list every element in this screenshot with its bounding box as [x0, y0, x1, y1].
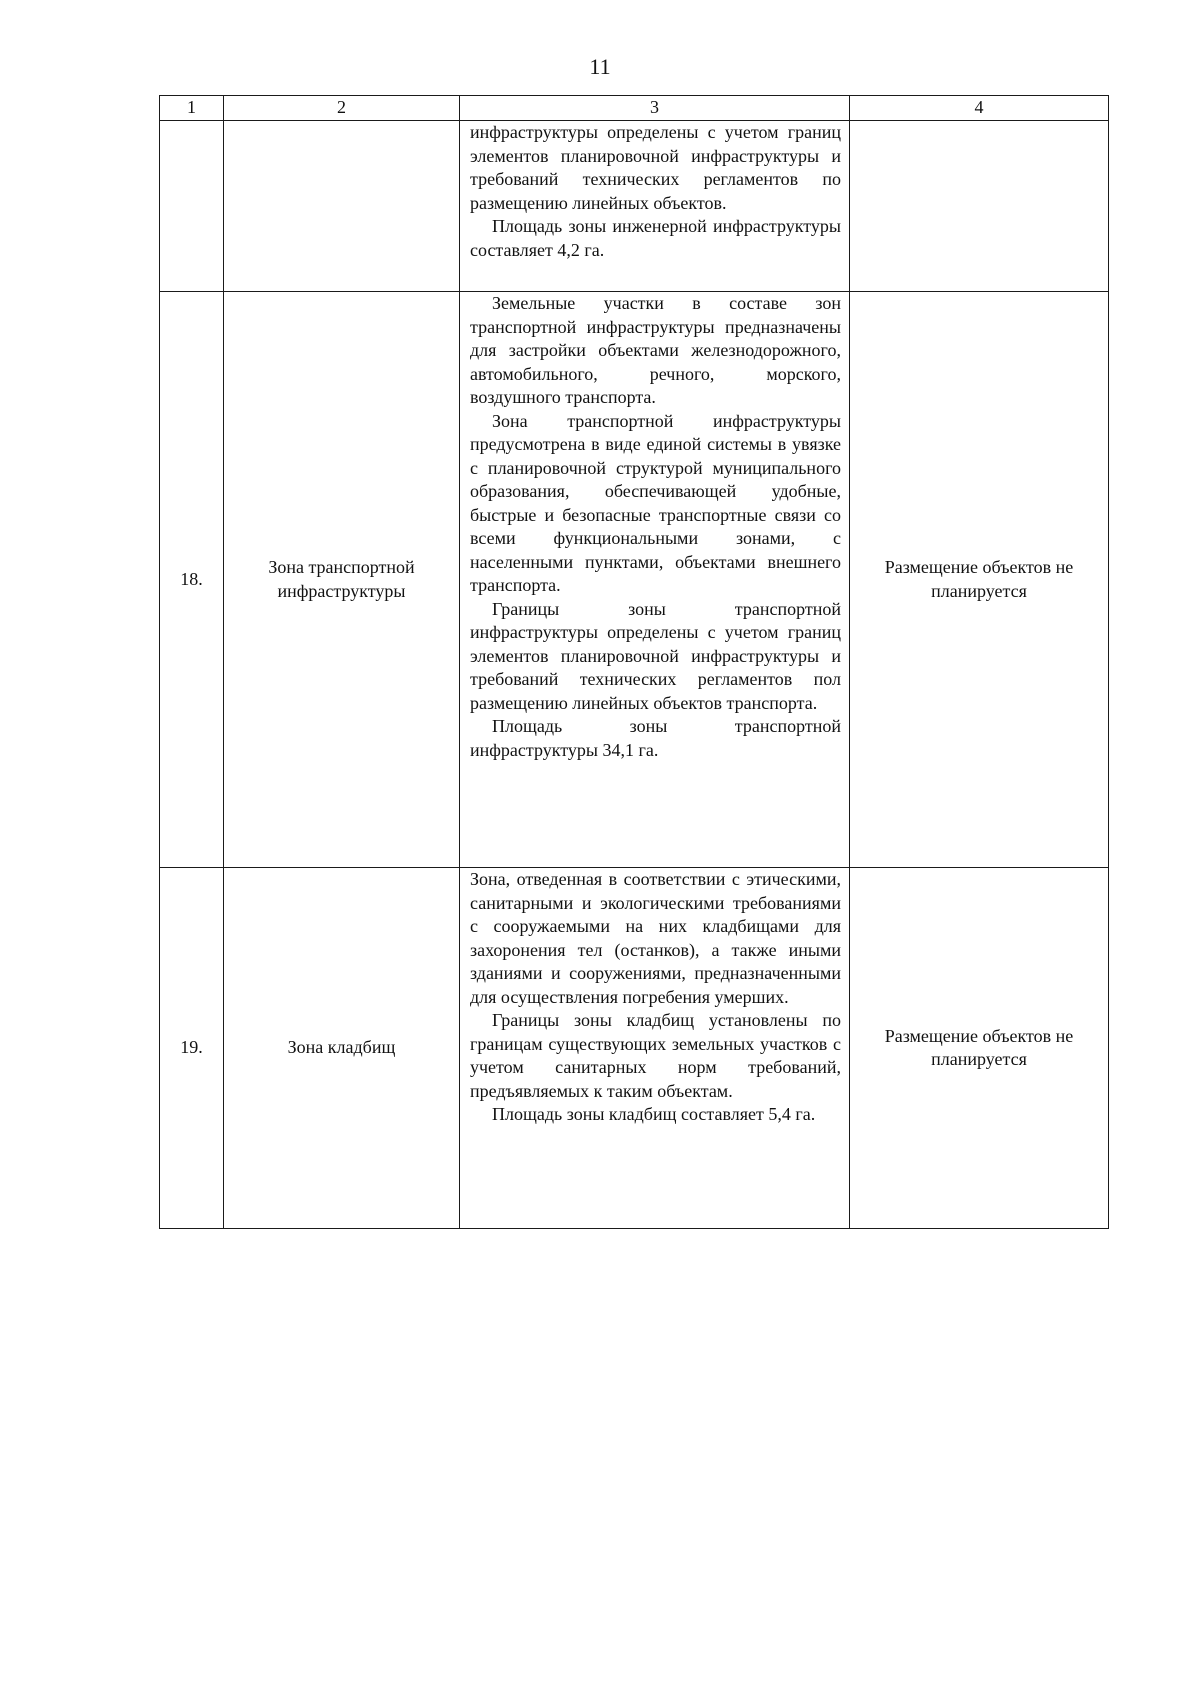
column-header-3: 3 — [460, 96, 850, 121]
planned-objects-cell — [850, 121, 1109, 292]
zone-name: Зона кладбищ — [287, 1037, 396, 1058]
description-paragraph: Границы зоны кладбищ установлены по границам существующих земельных участков с учетом санитарных норм требований, предъявляемых к таким объектам. — [470, 1010, 841, 1101]
row-number: 18. — [180, 568, 203, 589]
planned-objects-text: Размещение объектов не планируется — [884, 1025, 1074, 1069]
table-row-18 — [160, 292, 1109, 868]
description-paragraph: Зона, отведенная в соответствии с этическими, санитарными и экологическими требованиями с сооружаемыми на них кладбищами для захоронения тел (останков), а также иными зданиями и сооружениями, предназначенными для осуществления погребения умерших. — [470, 869, 841, 1007]
planned-objects-cell — [850, 868, 1109, 1229]
zone-description-cell — [460, 121, 850, 292]
description-paragraph: Зона транспортной инфраструктуры предусмотрена в виде единой системы в увязке с планировочной структурой муниципального образования, обеспечивающей удобные, быстрые и безопасные транспортные связи со всеми функциональными зонами, с населенными пунктами, объектами внешнего транспорта. — [470, 410, 841, 595]
description-paragraph: инфраструктуры определены с учетом границ элементов планировочной инфраструктуры и требований технических регламентов по размещению линейных объектов. — [470, 122, 841, 213]
zone-name-cell — [224, 121, 460, 292]
row-number: 19. — [180, 1037, 203, 1058]
zone-name: Зона транспортной инфраструктуры — [268, 557, 415, 601]
row-number-cell — [160, 868, 224, 1229]
description-paragraph: Границы зоны транспортной инфраструктуры определены с учетом границ элементов планировочной инфраструктуры и требований технических регламентов пол размещению линейных объектов транспорта. — [470, 598, 841, 713]
row-number-cell — [160, 292, 224, 868]
column-header-2: 2 — [224, 96, 460, 121]
page-number: 11 — [589, 54, 611, 79]
zone-name-cell — [224, 292, 460, 868]
zone-description-cell — [460, 292, 850, 868]
table-row-19 — [160, 868, 1109, 1229]
description-paragraph: Площадь зоны кладбищ составляет 5,4 га. — [492, 1104, 816, 1124]
zone-name-cell — [224, 868, 460, 1229]
zone-description-cell — [460, 868, 850, 1229]
description-paragraph: Площадь зоны инженерной инфраструктуры составляет 4,2 га. — [470, 216, 841, 260]
table-row-continuation — [160, 121, 1109, 292]
table-header-row — [160, 96, 1109, 121]
planned-objects-text: Размещение объектов не планируется — [884, 557, 1074, 601]
description-paragraph: Площадь зоны транспортной инфраструктуры 34,1 га. — [470, 716, 841, 760]
zones-table — [159, 95, 1109, 1229]
row-number-cell — [160, 121, 224, 292]
column-header-4: 4 — [850, 96, 1109, 121]
description-paragraph: Земельные участки в составе зон транспортной инфраструктуры предназначены для застройки объектами железнодорожного, автомобильного, речного, морского, воздушного транспорта. — [470, 293, 841, 407]
planned-objects-cell — [850, 292, 1109, 868]
column-header-1: 1 — [160, 96, 224, 121]
